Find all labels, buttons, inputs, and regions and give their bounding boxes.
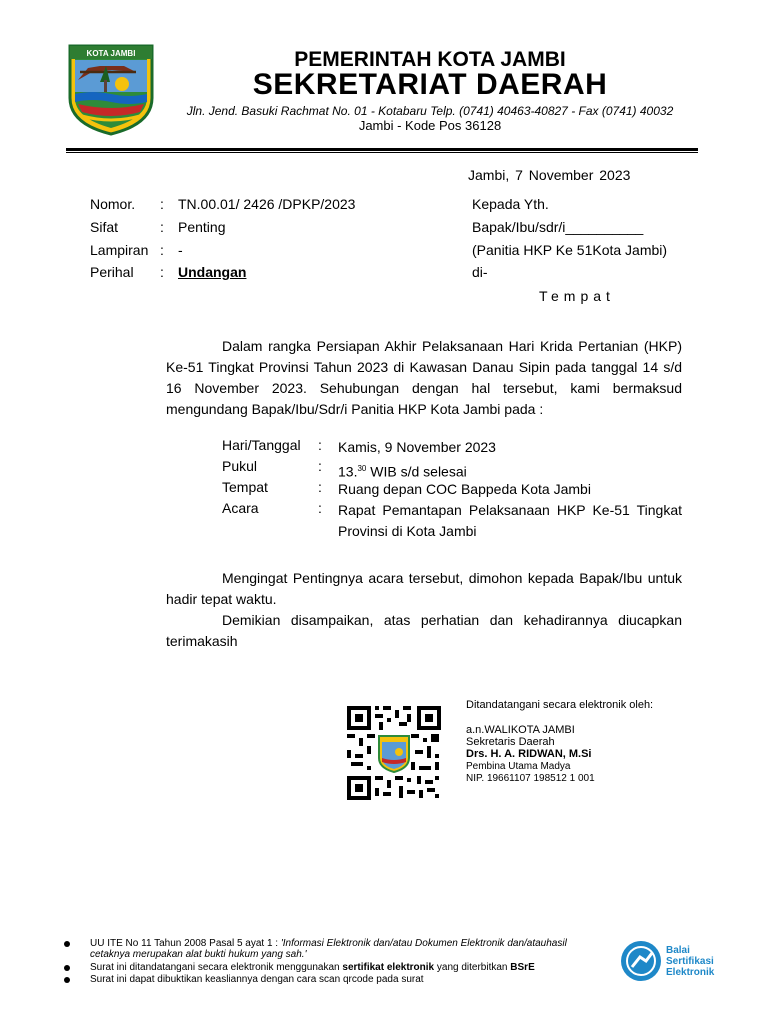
bsre-line2: Sertifikasi bbox=[666, 956, 714, 967]
time-minutes: 30 bbox=[357, 464, 367, 473]
city-postal-code: Jambi - Kode Pos 36128 bbox=[358, 118, 502, 133]
detail-label: Acara bbox=[222, 500, 259, 516]
recipient-greeting: Kepada Yth. bbox=[472, 196, 549, 212]
time-hour: 13. bbox=[338, 463, 358, 480]
logo-text: KOTA JAMBI bbox=[86, 49, 136, 58]
office-name: SEKRETARIAT DAERAH bbox=[252, 68, 608, 101]
header-divider-thick bbox=[66, 148, 698, 151]
detail-colon: : bbox=[318, 479, 322, 495]
recipient-at: di- bbox=[472, 264, 488, 280]
meta-colon: : bbox=[160, 219, 164, 235]
footer-cert-text-2: yang diterbitkan bbox=[434, 962, 511, 973]
body-paragraph-intro: Dalam rangka Persiapan Akhir Pelaksanaan Hari Krida Pertanian (HKP) Ke-51 Tingkat Provinsi Tahun 2023 di Kawasan Danau Sipin pada tanggal 14 s/d 16 November 2023. Sehubungan dengan hal tersebut, kami bermaksud mengundang Bapak/Ibu/Sdr/i Panitia HKP Kota Jambi pada : bbox=[166, 338, 682, 417]
meta-colon: : bbox=[160, 196, 164, 212]
footer-law-quote: 'Informasi Elektronik dan/atau Dokumen Elektronik dan/atauhasil cetaknya merupakan alat bukti hukum yang sah.' bbox=[90, 938, 567, 960]
footer-cert-issuer: BSrE bbox=[510, 962, 535, 973]
bsre-logo bbox=[620, 937, 724, 987]
detail-value: Ruang depan COC Bappeda Kota Jambi bbox=[338, 481, 591, 497]
footer-note-law bbox=[90, 938, 570, 960]
detail-colon: : bbox=[318, 437, 322, 453]
qr-code bbox=[347, 706, 441, 800]
meta-value: - bbox=[178, 242, 183, 258]
bsre-line1: Balai bbox=[666, 945, 690, 956]
signer-rank: Pembina Utama Madya bbox=[466, 761, 571, 772]
detail-label: Hari/Tanggal bbox=[222, 437, 301, 453]
government-name: PEMERINTAH KOTA JAMBI bbox=[294, 48, 566, 71]
signer-nip: NIP. 19661107 198512 1 001 bbox=[466, 773, 595, 784]
signer-on-behalf: a.n.WALIKOTA JAMBI bbox=[466, 724, 575, 736]
signer-position: Sekretaris Daerah bbox=[466, 736, 555, 748]
footer-cert-bold: sertifikat elektronik bbox=[342, 962, 435, 973]
recipient-committee: (Panitia HKP Ke 51Kota Jambi) bbox=[472, 242, 668, 258]
meta-value: TN.00.01/ 2426 /DPKP/2023 bbox=[178, 196, 356, 212]
meta-colon: : bbox=[160, 264, 164, 280]
footer-note-certificate bbox=[90, 962, 535, 973]
meta-label: Nomor. bbox=[90, 196, 136, 212]
meta-value: Penting bbox=[178, 219, 226, 235]
detail-value: Kamis, 9 November 2023 bbox=[338, 439, 496, 455]
footer-law-ref: UU ITE No 11 Tahun 2008 Pasal 5 ayat 1 : bbox=[90, 938, 281, 949]
recipient-place: Tempat bbox=[539, 288, 615, 304]
detail-label: Tempat bbox=[222, 479, 268, 495]
header-divider-thin bbox=[66, 152, 698, 153]
kota-jambi-emblem bbox=[66, 42, 156, 136]
letter-date: Jambi, 7 November 2023 bbox=[468, 167, 631, 183]
recipient-addressee: Bapak/Ibu/sdr/i__________ bbox=[472, 219, 644, 235]
detail-colon: : bbox=[318, 500, 322, 516]
footer-note-verify: Surat ini dapat dibuktikan keasliannya dengan cara scan qrcode pada surat bbox=[90, 974, 424, 985]
footer-cert-text: Surat ini ditandatangani secara elektronik menggunakan bbox=[90, 962, 343, 973]
body-paragraph-reminder: Mengingat Pentingnya acara tersebut, dimohon kepada Bapak/Ibu untuk hadir tepat waktu. bbox=[166, 570, 682, 607]
office-address: Jln. Jend. Basuki Rachmat No. 01 - Kotabaru Telp. (0741) 40463-40827 - Fax (0741) 40032 bbox=[186, 104, 674, 118]
time-rest: WIB s/d selesai bbox=[366, 463, 467, 480]
meta-label: Lampiran bbox=[90, 242, 149, 258]
detail-label: Pukul bbox=[222, 458, 258, 474]
esign-note: Ditandatangani secara elektronik oleh: bbox=[466, 699, 654, 711]
bsre-line3: Elektronik bbox=[666, 967, 715, 978]
meta-colon: : bbox=[160, 242, 164, 258]
footer-bullet bbox=[64, 977, 70, 983]
detail-value: Rapat Pemantapan Pelaksanaan HKP Ke-51 Tingkat Provinsi di Kota Jambi bbox=[338, 502, 682, 539]
body-paragraph-closing: Demikian disampaikan, atas perhatian dan kehadirannya diucapkan terimakasih bbox=[166, 612, 682, 649]
meta-label: Perihal bbox=[90, 264, 134, 280]
detail-colon: : bbox=[318, 458, 322, 474]
footer-bullet bbox=[64, 965, 70, 971]
signer-name: Drs. H. A. RIDWAN, M.Si bbox=[466, 748, 592, 760]
footer-bullet bbox=[64, 941, 70, 947]
meta-label: Sifat bbox=[90, 219, 119, 235]
subject-value: Undangan bbox=[178, 264, 247, 280]
